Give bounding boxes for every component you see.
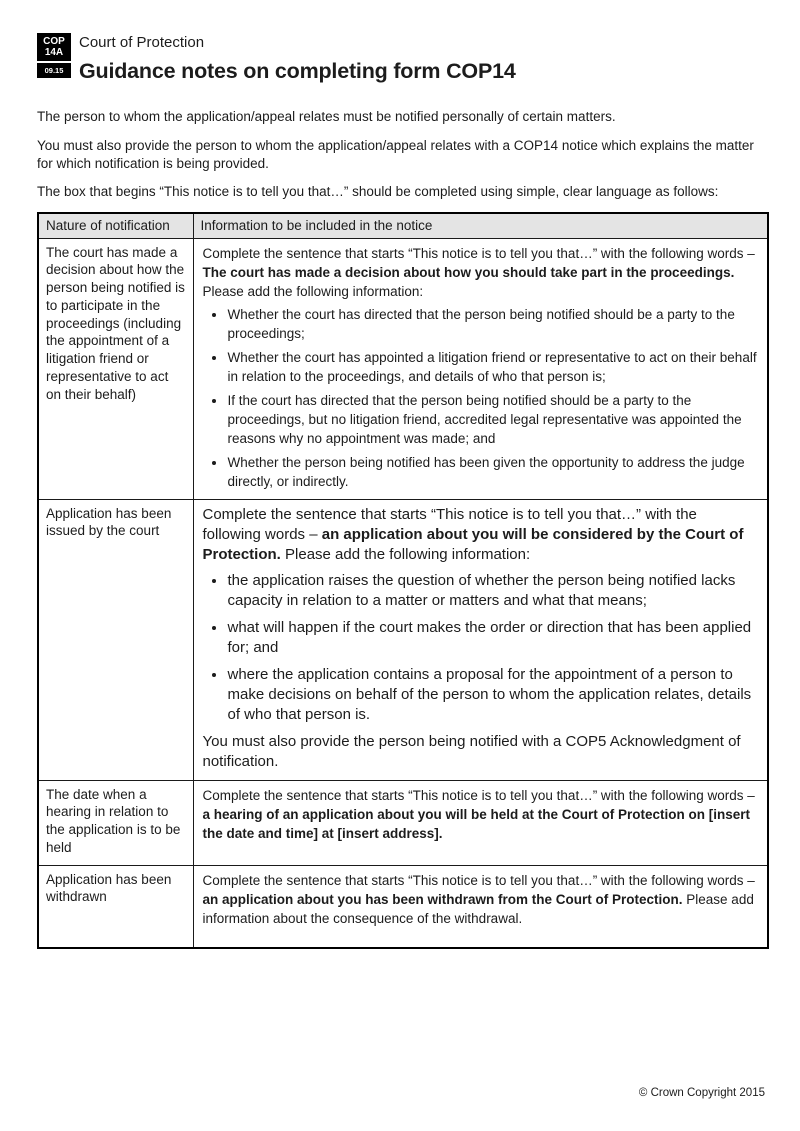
list-item: • where the application contains a proposal for the appointment of a person to make decisions on behalf of the person to whom the application relates, details of who that person is. (227, 665, 760, 725)
info-cell-participation-decision (193, 238, 768, 499)
table-row (38, 499, 768, 780)
page-title: Guidance notes on completing form COP14 (79, 59, 516, 83)
info-bullet-list (203, 305, 760, 491)
table-row (38, 238, 768, 499)
list-item: • Whether the person being notified has been given the opportunity to address the judge directly, or indirectly. (227, 453, 760, 491)
copyright-notice: © Crown Copyright 2015 (638, 1087, 765, 1099)
lead-after-text: Please add the following information: (280, 545, 531, 563)
cop14a-form-badge (37, 33, 71, 78)
info-bullet-list (203, 571, 760, 725)
column-header-nature: Nature of notification (38, 213, 193, 239)
lead-bold-text: The court has made a decision about how you should take part in the proceedings. (202, 264, 735, 280)
organisation-name: Court of Protection (79, 34, 205, 51)
list-item: • what will happen if the court makes the order or direction that has been applied for; and (227, 618, 760, 658)
intro-paragraph-3: The box that begins “This notice is to tell you that…” should be completed using simple, clear language as follows: (37, 184, 719, 199)
table-row (38, 780, 768, 865)
lead-text: Complete the sentence that starts “This notice is to tell you that…” with the following words – (202, 505, 697, 543)
header-text (79, 33, 516, 83)
lead-bold-text: an application about you will be considered by the Court of Protection. (202, 525, 744, 563)
intro-paragraph-2: You must also provide the person to whom the application/appeal relates with a COP14 notice which explains the matter for which notification is being provided. (37, 137, 754, 171)
info-lead-paragraph (203, 871, 760, 928)
info-lead-paragraph (203, 244, 760, 301)
list-item: • Whether the court has appointed a litigation friend or representative to act on their behalf in relation to the proceedings, and details of who that person is; (227, 348, 760, 386)
document-header (37, 33, 769, 83)
notification-guidance-table (37, 212, 769, 950)
list-item: • Whether the court has directed that the person being notified should be a party to the proceedings; (227, 305, 760, 343)
nature-cell-hearing-date: The date when a hearing in relation to the application is to be held (38, 780, 193, 865)
list-item: • the application raises the question of whether the person being notified lacks capacity in relation to a matter or matters and what that means; (227, 571, 760, 611)
lead-text: Complete the sentence that starts “This notice is to tell you that…” with the following words – (202, 787, 755, 803)
info-outro-paragraph: You must also provide the person being notified with a COP5 Acknowledgment of notification. (202, 732, 741, 770)
info-cell-hearing-date (193, 780, 768, 865)
intro-paragraphs (37, 108, 769, 201)
table-header-row (38, 213, 768, 239)
document-footer (639, 1086, 765, 1100)
column-header-information: Information to be included in the notice (193, 213, 768, 239)
intro-paragraph-1: The person to whom the application/appeal relates must be notified personally of certain matters. (37, 109, 616, 124)
nature-cell-application-withdrawn: Application has been withdrawn (38, 865, 193, 948)
badge-line-14a: 14A (44, 46, 64, 58)
info-cell-application-withdrawn (193, 865, 768, 948)
lead-after-text: Please add information about the consequence of the withdrawal. (202, 891, 754, 926)
list-item: • If the court has directed that the person being notified should be a party to the proceedings, but no litigation friend, accredited legal representative was appointed the reasons why no appointment was made; and (227, 391, 760, 448)
info-lead-paragraph (203, 505, 760, 565)
lead-after-text: Please add the following information: (202, 283, 424, 299)
info-lead-paragraph (203, 786, 760, 843)
lead-bold-text: a hearing of an application about you will be held at the Court of Protection on [insert the date and time] at [insert address]. (202, 806, 751, 841)
nature-cell-application-issued: Application has been issued by the court (38, 499, 193, 780)
lead-text: Complete the sentence that starts “This notice is to tell you that…” with the following words – (202, 245, 755, 261)
lead-text: Complete the sentence that starts “This notice is to tell you that…” with the following words – (202, 872, 755, 888)
badge-version: 09.15 (37, 63, 71, 78)
lead-bold-text: an application about you has been withdrawn from the Court of Protection. (202, 891, 683, 907)
badge-line-cop: COP (43, 36, 65, 47)
table-row (38, 865, 768, 948)
badge-form-code (37, 33, 71, 61)
info-cell-application-issued (193, 499, 768, 780)
table-head (38, 213, 768, 239)
table-body (38, 238, 768, 948)
nature-cell-participation-decision: The court has made a decision about how the person being notified is to participate in the proceedings (including the appointment of a litigation friend or representative to act on their behalf) (38, 238, 193, 499)
